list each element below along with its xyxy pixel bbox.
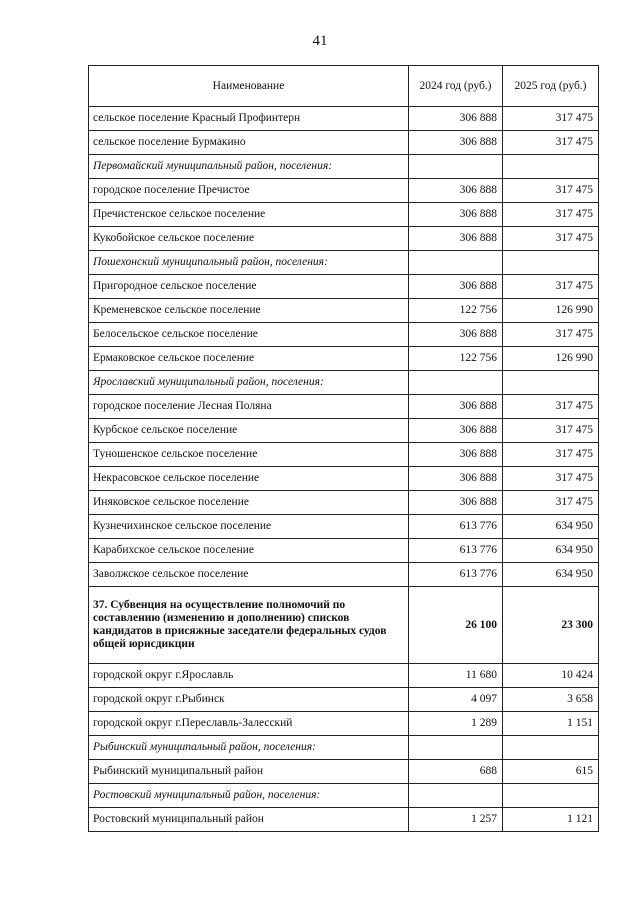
table-row [89, 712, 599, 736]
value-2024-cell: 11 680 [409, 664, 503, 688]
table-row [89, 395, 599, 419]
value-2025-cell: 1 151 [503, 712, 599, 736]
value-2024-cell: 306 888 [409, 203, 503, 227]
name-cell: Карабихское сельское поселение [89, 539, 409, 563]
value-2025-cell [503, 736, 599, 760]
name-cell: Ярославский муниципальный район, поселения: [89, 371, 409, 395]
header-name: Наименование [89, 66, 409, 107]
name-cell: Кукобойское сельское поселение [89, 227, 409, 251]
value-2024-cell: 122 756 [409, 299, 503, 323]
value-2025-cell: 317 475 [503, 227, 599, 251]
table-row [89, 203, 599, 227]
table-row [89, 347, 599, 371]
value-2025-cell: 23 300 [503, 587, 599, 664]
value-2024-cell: 1 257 [409, 808, 503, 832]
value-2024-cell [409, 371, 503, 395]
value-2024-cell: 4 097 [409, 688, 503, 712]
name-cell: Заволжское сельское поселение [89, 563, 409, 587]
table-row [89, 443, 599, 467]
name-cell: городское поселение Пречистое [89, 179, 409, 203]
value-2024-cell: 26 100 [409, 587, 503, 664]
value-2025-cell: 317 475 [503, 419, 599, 443]
value-2024-cell: 1 289 [409, 712, 503, 736]
value-2025-cell: 317 475 [503, 275, 599, 299]
section-header-row [89, 587, 599, 664]
header-year-2025: 2025 год (руб.) [503, 66, 599, 107]
table-row [89, 323, 599, 347]
value-2025-cell: 1 121 [503, 808, 599, 832]
table-body [89, 107, 599, 832]
value-2024-cell: 306 888 [409, 395, 503, 419]
value-2024-cell: 306 888 [409, 323, 503, 347]
table-row [89, 760, 599, 784]
table-row [89, 419, 599, 443]
value-2025-cell: 317 475 [503, 467, 599, 491]
name-cell: Ростовский муниципальный район [89, 808, 409, 832]
district-header-row [89, 251, 599, 275]
district-header-row [89, 371, 599, 395]
district-header-row [89, 784, 599, 808]
value-2025-cell: 3 658 [503, 688, 599, 712]
value-2025-cell [503, 784, 599, 808]
value-2025-cell: 634 950 [503, 539, 599, 563]
table-row [89, 515, 599, 539]
value-2024-cell: 306 888 [409, 107, 503, 131]
value-2024-cell: 306 888 [409, 491, 503, 515]
value-2024-cell: 306 888 [409, 443, 503, 467]
table-row [89, 299, 599, 323]
table-row [89, 491, 599, 515]
value-2025-cell [503, 251, 599, 275]
name-cell: Туношенское сельское поселение [89, 443, 409, 467]
value-2025-cell: 126 990 [503, 347, 599, 371]
table-row [89, 467, 599, 491]
table-row [89, 563, 599, 587]
header-row [89, 66, 599, 107]
table-row [89, 179, 599, 203]
value-2024-cell: 688 [409, 760, 503, 784]
table-row [89, 131, 599, 155]
value-2024-cell: 122 756 [409, 347, 503, 371]
value-2025-cell [503, 155, 599, 179]
value-2024-cell: 613 776 [409, 539, 503, 563]
value-2025-cell: 317 475 [503, 491, 599, 515]
district-header-row [89, 155, 599, 179]
header-year-2024: 2024 год (руб.) [409, 66, 503, 107]
name-cell: Иняковское сельское поселение [89, 491, 409, 515]
name-cell: Рыбинский муниципальный район, поселения: [89, 736, 409, 760]
table-row [89, 539, 599, 563]
name-cell: Пошехонский муниципальный район, поселения: [89, 251, 409, 275]
value-2025-cell: 317 475 [503, 203, 599, 227]
name-cell: Некрасовское сельское поселение [89, 467, 409, 491]
value-2025-cell: 317 475 [503, 107, 599, 131]
value-2024-cell: 613 776 [409, 515, 503, 539]
name-cell: сельское поселение Красный Профинтерн [89, 107, 409, 131]
name-cell: Пригородное сельское поселение [89, 275, 409, 299]
value-2025-cell: 317 475 [503, 131, 599, 155]
subsidies-table [88, 65, 599, 832]
value-2025-cell: 10 424 [503, 664, 599, 688]
name-cell: Курбское сельское поселение [89, 419, 409, 443]
value-2025-cell [503, 371, 599, 395]
value-2024-cell [409, 251, 503, 275]
value-2025-cell: 634 950 [503, 515, 599, 539]
table-row [89, 808, 599, 832]
district-header-row [89, 736, 599, 760]
name-cell: городской округ г.Ярославль [89, 664, 409, 688]
table-row [89, 107, 599, 131]
name-cell: Кузнечихинское сельское поселение [89, 515, 409, 539]
name-cell: сельское поселение Бурмакино [89, 131, 409, 155]
value-2024-cell [409, 155, 503, 179]
name-cell: Кременевское сельское поселение [89, 299, 409, 323]
value-2025-cell: 317 475 [503, 443, 599, 467]
value-2025-cell: 634 950 [503, 563, 599, 587]
value-2025-cell: 317 475 [503, 179, 599, 203]
value-2025-cell: 317 475 [503, 395, 599, 419]
value-2024-cell [409, 784, 503, 808]
value-2024-cell: 306 888 [409, 467, 503, 491]
value-2025-cell: 615 [503, 760, 599, 784]
value-2024-cell: 306 888 [409, 419, 503, 443]
table-row [89, 664, 599, 688]
table-row [89, 688, 599, 712]
name-cell: Ермаковское сельское поселение [89, 347, 409, 371]
value-2025-cell: 317 475 [503, 323, 599, 347]
value-2025-cell: 126 990 [503, 299, 599, 323]
name-cell: Рыбинский муниципальный район [89, 760, 409, 784]
value-2024-cell [409, 736, 503, 760]
name-cell: Пречистенское сельское поселение [89, 203, 409, 227]
table-row [89, 275, 599, 299]
name-cell: Ростовский муниципальный район, поселения: [89, 784, 409, 808]
name-cell: городское поселение Лесная Поляна [89, 395, 409, 419]
name-cell: Белосельское сельское поселение [89, 323, 409, 347]
value-2024-cell: 306 888 [409, 131, 503, 155]
name-cell: городской округ г.Рыбинск [89, 688, 409, 712]
page-number: 41 [312, 33, 328, 49]
value-2024-cell: 306 888 [409, 227, 503, 251]
table-header [89, 66, 599, 107]
name-cell: городской округ г.Переславль-Залесский [89, 712, 409, 736]
value-2024-cell: 613 776 [409, 563, 503, 587]
name-cell: Первомайский муниципальный район, поселения: [89, 155, 409, 179]
table-row [89, 227, 599, 251]
value-2024-cell: 306 888 [409, 275, 503, 299]
value-2024-cell: 306 888 [409, 179, 503, 203]
name-cell: 37. Субвенция на осуществление полномочий по составлению (изменению и дополнению) списков кандидатов в присяжные заседатели федеральных судов общей юрисдикции [89, 587, 409, 664]
